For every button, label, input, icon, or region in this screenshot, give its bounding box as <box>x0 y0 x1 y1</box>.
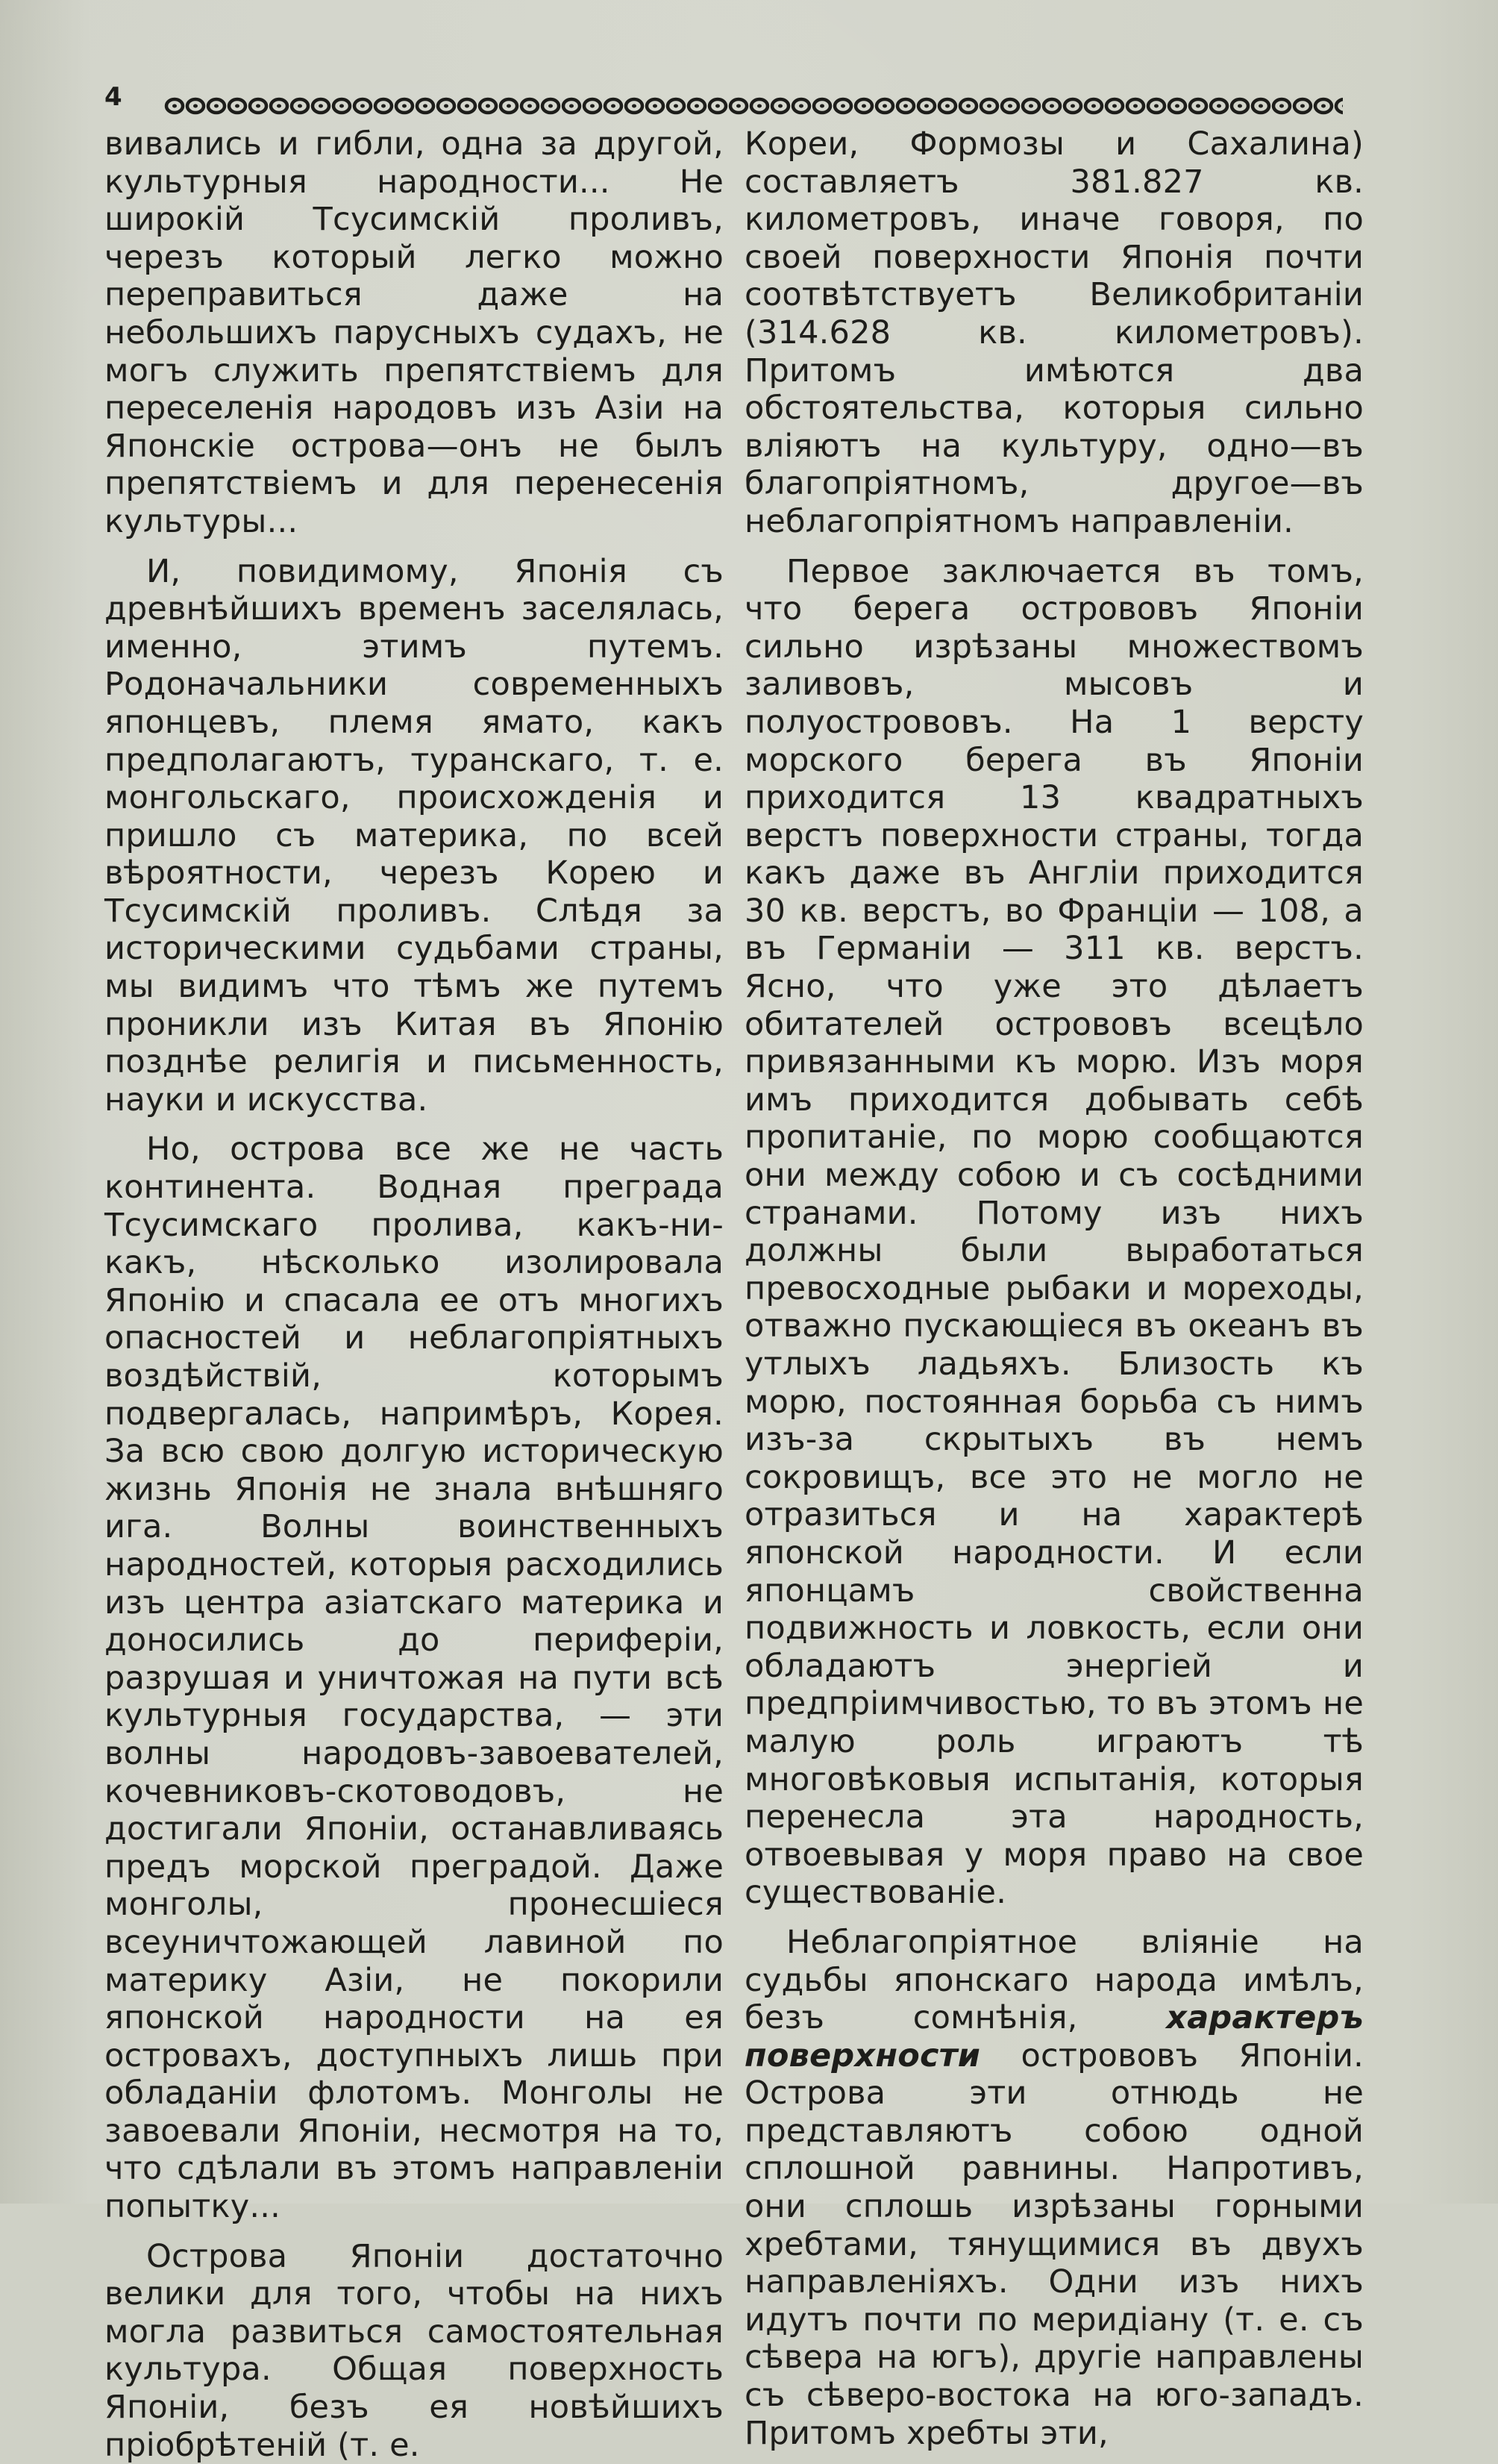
paragraph: Первое заключается въ томъ, что берега острововъ Японіи сильно изрѣзаны множествомъ заливовъ, мысовъ и полуострововъ. На 1 версту морского берега въ Японіи приходится 13 квадратныхъ верстъ поверхности страны, тогда какъ даже въ Англіи приходится 30 кв. верстъ, во Франціи — 108, а въ Германіи — 311 кв. верстъ. Ясно, что уже это дѣлаетъ обитателей острововъ всецѣло привязанными къ морю. Изъ моря имъ приходится добывать себѣ пропитаніе, по морю сообщаются они между собою и съ сосѣдними странами. Потому изъ нихъ должны были выработаться превосходные рыбаки и мореходы, отважно пускающіеся въ океанъ въ утлыхъ ладьяхъ. Близость къ морю, постоянная борьба съ нимъ изъ-за скрытыхъ въ немъ сокровищъ, все это не могло не отразиться и на характерѣ японской народности. И если японцамъ свойственна подвижность и ловкость, если они обладаютъ энергіей и предпріимчивостью, то въ этомъ не малую роль играютъ тѣ многовѣковыя испытанія, которыя перенесла эта народность, отвоевывая у моря право на свое существованіе. <box>745 552 1364 1912</box>
paragraph: Кореи, Формозы и Сахалина) составляетъ 381.827 кв. километровъ, иначе говоря, по своей поверхности Японія почти соотвѣтствуетъ Великобританіи (314.628 кв. километровъ). Притомъ имѣются два обстоятельства, которыя сильно вліяютъ на культуру, одно—въ благопріятномъ, другое—въ неблагопріятномъ направленіи. <box>745 125 1364 540</box>
text-column-right <box>745 125 1364 2452</box>
paragraph: Но, острова все же не часть континента. Водная преграда Тсусимскаго пролива, какъ-ни-какъ, нѣсколько изолировала Японію и спасала ее отъ многихъ опасностей и неблагопріятныхъ воздѣйствій, которымъ подвергалась, напримѣръ, Корея. За всю свою долгую историческую жизнь Японія не знала внѣшняго ига. Волны воинственныхъ народностей, которыя расходились изъ центра азіатскаго материка и доносились до периферіи, разрушая и уничтожая на пути всѣ культурныя государства, — эти волны народовъ-завоевателей, кочевниковъ-скотоводовъ, не достигали Японіи, останавливаясь предъ морской преградой. Даже монголы, пронесшіеся всеуничтожающей лавиной по материку Азіи, не покорили японской народности на ея островахъ, доступныхъ лишь при обладаніи флотомъ. Монголы не завоевали Японіи, несмотря на то, что сдѣлали въ этомъ направленіи попытку... <box>104 1131 724 2226</box>
text-column-left <box>104 125 724 2464</box>
paragraph: вивались и гибли, одна за другой, культурныя народности... Не широкій Тсусимскій проливъ, черезъ который легко можно переправиться даже на небольшихъ парусныхъ судахъ, не могъ служить препятствіемъ для переселенія народовъ изъ Азіи на Японскіе острова—онъ не былъ препятствіемъ и для перенесенія культуры... <box>104 125 724 540</box>
page-number: 4 <box>104 82 122 112</box>
paragraph-text: Неблагопріятное вліяніе на судьбы японскаго народа имѣлъ, безъ сомнѣнія, <box>745 1923 1364 2037</box>
emphasis-text: характеръ поверхности <box>745 1999 1364 2074</box>
ornamental-rule <box>164 94 1343 118</box>
paragraph: Острова Японіи достаточно велики для того, чтобы на нихъ могла развиться самостоятельная культура. Общая поверхность Японіи, безъ ея новѣйшихъ пріобрѣтеній (т. е. <box>104 2237 724 2464</box>
paragraph <box>745 1924 1364 2452</box>
paragraph: И, повидимому, Японія съ древнѣйшихъ временъ заселялась, именно, этимъ путемъ. Родоначальники современныхъ японцевъ, племя ямато, какъ предполагаютъ, туранскаго, т. е. монгольскаго, происхожденія и пришло съ материка, по всей вѣроятности, черезъ Корею и Тсусимскій проливъ. Слѣдя за историческими судьбами страны, мы видимъ что тѣмъ же путемъ проникли изъ Китая въ Японію позднѣе религія и письменность, науки и искусства. <box>104 552 724 1119</box>
page-header <box>104 75 1343 119</box>
paragraph-text: острововъ Японіи. Острова эти отнюдь не представляютъ собою одной сплошной равнины. Напротивъ, они сплошь изрѣзаны горными хребтами, тянущимися въ двухъ направленіяхъ. Одни изъ нихъ идутъ почти по меридіану (т. е. съ сѣвера на югъ), другіе направлены съ сѣверо-востока на юго-западъ. Притомъ хребты эти, <box>745 2036 1364 2452</box>
